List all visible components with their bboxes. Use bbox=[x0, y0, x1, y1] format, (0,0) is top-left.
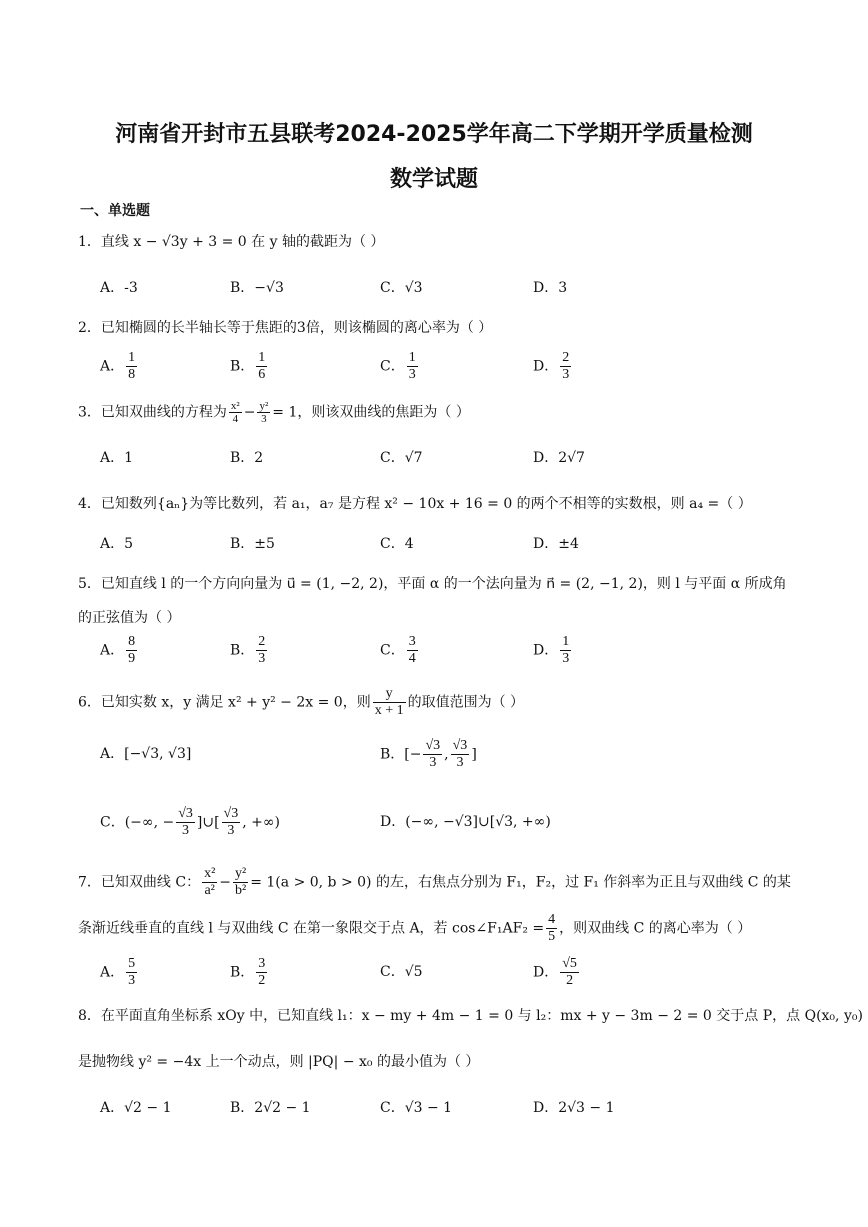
q5-option-d-label: D． bbox=[533, 642, 559, 659]
q7-cos-fraction bbox=[546, 912, 557, 945]
minus-sign: − bbox=[409, 746, 422, 763]
q2-option-b-label: B． bbox=[230, 358, 255, 375]
q2-option-d-fraction bbox=[560, 350, 571, 383]
q2-option-b-fraction bbox=[256, 350, 267, 383]
q2-option-d-label: D． bbox=[533, 358, 559, 375]
q5-option-c bbox=[380, 634, 420, 667]
q5-option-d bbox=[533, 634, 573, 667]
q4-option-c: C．4 bbox=[380, 536, 414, 552]
fraction-numerator: 4 bbox=[548, 912, 556, 927]
fraction-denominator: b² bbox=[235, 883, 247, 898]
fraction-numerator: 1 bbox=[258, 350, 266, 365]
q7-option-a-fraction bbox=[126, 956, 137, 989]
q5-option-a-label: A． bbox=[100, 642, 125, 659]
question-4-stem: 4．已知数列{aₙ}为等比数列，若 a₁，a₇ 是方程 x² − 10x + 16 = 0 的两个不相等的实数根，则 a₄ =（ ） bbox=[78, 496, 752, 512]
q6-option-a: A．[−√3, √3] bbox=[100, 746, 192, 762]
fraction-numerator: 1 bbox=[562, 634, 570, 649]
q3-option-b: B．2 bbox=[230, 450, 264, 466]
page-title: 河南省开封市五县联考2024-2025学年高二下学期开学质量检测 bbox=[115, 122, 753, 147]
question-2-stem: 2．已知椭圆的长半轴长等于焦距的3倍，则该椭圆的离心率为（ ） bbox=[78, 320, 493, 336]
q7-option-b-fraction bbox=[256, 956, 267, 989]
interval-end: , +∞) bbox=[242, 814, 280, 831]
q5-option-b-fraction bbox=[256, 634, 267, 667]
q3-stem-end: = 1，则该双曲线的焦距为（ ） bbox=[272, 404, 470, 421]
q2-option-c bbox=[380, 350, 420, 383]
q2-option-d bbox=[533, 350, 573, 383]
q6-b-fraction-2 bbox=[451, 738, 470, 771]
fraction-numerator: √3 bbox=[223, 806, 239, 821]
fraction-denominator: 2 bbox=[566, 973, 574, 988]
question-1-stem: 1．直线 x − √3y + 3 = 0 在 y 轴的截距为（ ） bbox=[78, 234, 385, 250]
q7-option-a-label: A． bbox=[100, 964, 125, 981]
q6-b-fraction-1 bbox=[423, 738, 442, 771]
fraction-numerator: √3 bbox=[178, 806, 193, 821]
q5-option-a bbox=[100, 634, 139, 667]
q6-option-c-label: C．(−∞, − bbox=[100, 814, 175, 831]
fraction-denominator: 3 bbox=[408, 367, 416, 382]
section-heading: 一、单选题 bbox=[80, 203, 150, 219]
q2-option-a-label: A． bbox=[100, 358, 125, 375]
fraction-denominator: 3 bbox=[128, 973, 136, 988]
comma: , bbox=[444, 746, 449, 763]
q5-option-c-label: C． bbox=[380, 642, 405, 659]
fraction-denominator: x + 1 bbox=[374, 703, 404, 718]
q7-option-d-fraction bbox=[560, 956, 579, 989]
q1-option-d: D．3 bbox=[533, 280, 568, 296]
q7-option-c: C．√5 bbox=[380, 964, 423, 980]
fraction-numerator: √5 bbox=[562, 956, 577, 971]
page-subtitle: 数学试题 bbox=[389, 167, 478, 192]
fraction-numerator: 8 bbox=[128, 634, 136, 649]
q3-fraction-x bbox=[229, 400, 242, 425]
q5-option-d-fraction bbox=[560, 634, 571, 667]
fraction-denominator: 3 bbox=[562, 367, 570, 382]
q5-option-b-label: B． bbox=[230, 642, 255, 659]
minus-sign: − bbox=[219, 874, 232, 891]
fraction-numerator: 1 bbox=[408, 350, 416, 365]
fraction-denominator: 3 bbox=[227, 823, 235, 838]
q6-c-fraction-2 bbox=[222, 806, 241, 839]
q4-option-a: A．5 bbox=[100, 536, 134, 552]
q2-option-c-label: C． bbox=[380, 358, 405, 375]
q2-option-a-fraction bbox=[126, 350, 137, 383]
q7-option-d bbox=[533, 956, 581, 989]
fraction-denominator: 9 bbox=[128, 651, 136, 666]
question-7-stem-line-1 bbox=[78, 866, 791, 899]
q5-option-b bbox=[230, 634, 269, 667]
fraction-numerator: √3 bbox=[425, 738, 441, 753]
fraction-denominator: 3 bbox=[429, 755, 437, 770]
q7-option-b bbox=[230, 956, 269, 989]
q8-option-a: A．√2 − 1 bbox=[100, 1100, 172, 1116]
q6-c-fraction-1 bbox=[176, 806, 195, 839]
fraction-numerator: x² bbox=[204, 866, 216, 881]
fraction-numerator: √3 bbox=[452, 738, 468, 753]
fraction-denominator: a² bbox=[204, 883, 215, 898]
fraction-denominator: 3 bbox=[258, 651, 266, 666]
fraction-numerator: 5 bbox=[128, 956, 136, 971]
q5-option-c-fraction bbox=[407, 634, 418, 667]
question-3-stem bbox=[78, 400, 470, 425]
fraction-denominator: 5 bbox=[548, 929, 556, 944]
fraction-numerator: 3 bbox=[258, 956, 266, 971]
fraction-denominator: 8 bbox=[128, 367, 136, 382]
q1-option-c: C．√3 bbox=[380, 280, 423, 296]
q7-line2-end: ，则双曲线 C 的离心率为（ ） bbox=[559, 920, 752, 937]
minus-sign: − bbox=[243, 404, 256, 421]
fraction-denominator: 3 bbox=[261, 413, 267, 425]
q3-fraction-y bbox=[257, 400, 270, 425]
question-5-stem: 5．已知直线 l 的一个方向向量为 u⃗ = (1, −2, 2)，平面 α 的一个法向量为 n⃗ = (2, −1, 2)，则 l 与平面 α 所成角的正弦值为（ ） bbox=[78, 576, 787, 626]
q3-option-d: D．2√7 bbox=[533, 450, 585, 466]
question-8-stem-line-1: 8．在平面直角坐标系 xOy 中，已知直线 l₁：x − my + 4m − 1 = 0 与 l₂：mx + y − 3m − 2 = 0 交于点 P，点 Q(x₀, y₀) bbox=[78, 1008, 863, 1024]
question-7-stem-line-2 bbox=[78, 912, 751, 945]
q7-option-a bbox=[100, 956, 139, 989]
q7-fraction-y bbox=[233, 866, 248, 899]
fraction-denominator: 3 bbox=[182, 823, 190, 838]
q8-option-d: D．2√3 − 1 bbox=[533, 1100, 615, 1116]
q7-option-d-label: D． bbox=[533, 964, 559, 981]
q7-stem-start: 7．已知双曲线 C： bbox=[78, 874, 201, 891]
q1-option-b: B．−√3 bbox=[230, 280, 284, 296]
q8-option-b: B．2√2 − 1 bbox=[230, 1100, 311, 1116]
q6-option-b bbox=[380, 738, 477, 771]
fraction-numerator: y² bbox=[259, 400, 269, 412]
q6-option-c bbox=[100, 806, 280, 839]
fraction-denominator: 6 bbox=[258, 367, 266, 382]
q6-option-d: D．(−∞, −√3]∪[√3, +∞) bbox=[380, 814, 551, 830]
q2-option-a bbox=[100, 350, 139, 383]
union-sign: ]∪[ bbox=[196, 814, 220, 831]
fraction-denominator: 4 bbox=[408, 651, 416, 666]
q6-fraction bbox=[373, 686, 406, 719]
fraction-numerator: 2 bbox=[562, 350, 570, 365]
q7-line2-start: 条渐近线垂直的直线 l 与双曲线 C 在第一象限交于点 A，若 cos∠F₁AF₂ = bbox=[78, 920, 545, 937]
fraction-denominator: 3 bbox=[456, 755, 464, 770]
q6-stem-start: 6．已知实数 x，y 满足 x² + y² − 2x = 0，则 bbox=[78, 694, 371, 711]
question-6-stem bbox=[78, 686, 524, 719]
bracket-close: ] bbox=[471, 746, 477, 763]
q6-stem-end: 的取值范围为（ ） bbox=[407, 694, 525, 711]
fraction-numerator: 2 bbox=[258, 634, 266, 649]
q5-option-a-fraction bbox=[126, 634, 137, 667]
q4-option-d: D．±4 bbox=[533, 536, 579, 552]
q3-option-a: A．1 bbox=[100, 450, 134, 466]
q6-option-b-label: B．[ bbox=[380, 746, 410, 763]
question-8-stem-line-2: 是抛物线 y² = −4x 上一个动点，则 |PQ| − x₀ 的最小值为（ ） bbox=[78, 1054, 480, 1070]
fraction-numerator: x² bbox=[230, 400, 240, 412]
q7-stem-end: = 1(a > 0, b > 0) 的左，右焦点分别为 F₁，F₂，过 F₁ 作斜率为正且与双曲线 C 的某 bbox=[250, 874, 791, 891]
q2-option-c-fraction bbox=[407, 350, 418, 383]
q7-fraction-x bbox=[202, 866, 217, 899]
q8-option-c: C．√3 − 1 bbox=[380, 1100, 453, 1116]
q3-stem-start: 3．已知双曲线的方程为 bbox=[78, 404, 227, 421]
fraction-numerator: y² bbox=[235, 866, 247, 881]
q7-option-b-label: B． bbox=[230, 964, 255, 981]
fraction-denominator: 3 bbox=[562, 651, 570, 666]
q1-option-a: A．-3 bbox=[100, 280, 138, 296]
q3-option-c: C．√7 bbox=[380, 450, 423, 466]
q4-option-b: B．±5 bbox=[230, 536, 275, 552]
fraction-numerator: 3 bbox=[408, 634, 416, 649]
q2-option-b bbox=[230, 350, 269, 383]
fraction-denominator: 2 bbox=[258, 973, 266, 988]
fraction-denominator: 4 bbox=[232, 413, 239, 425]
fraction-numerator: y bbox=[373, 686, 406, 703]
fraction-numerator: 1 bbox=[128, 350, 136, 365]
